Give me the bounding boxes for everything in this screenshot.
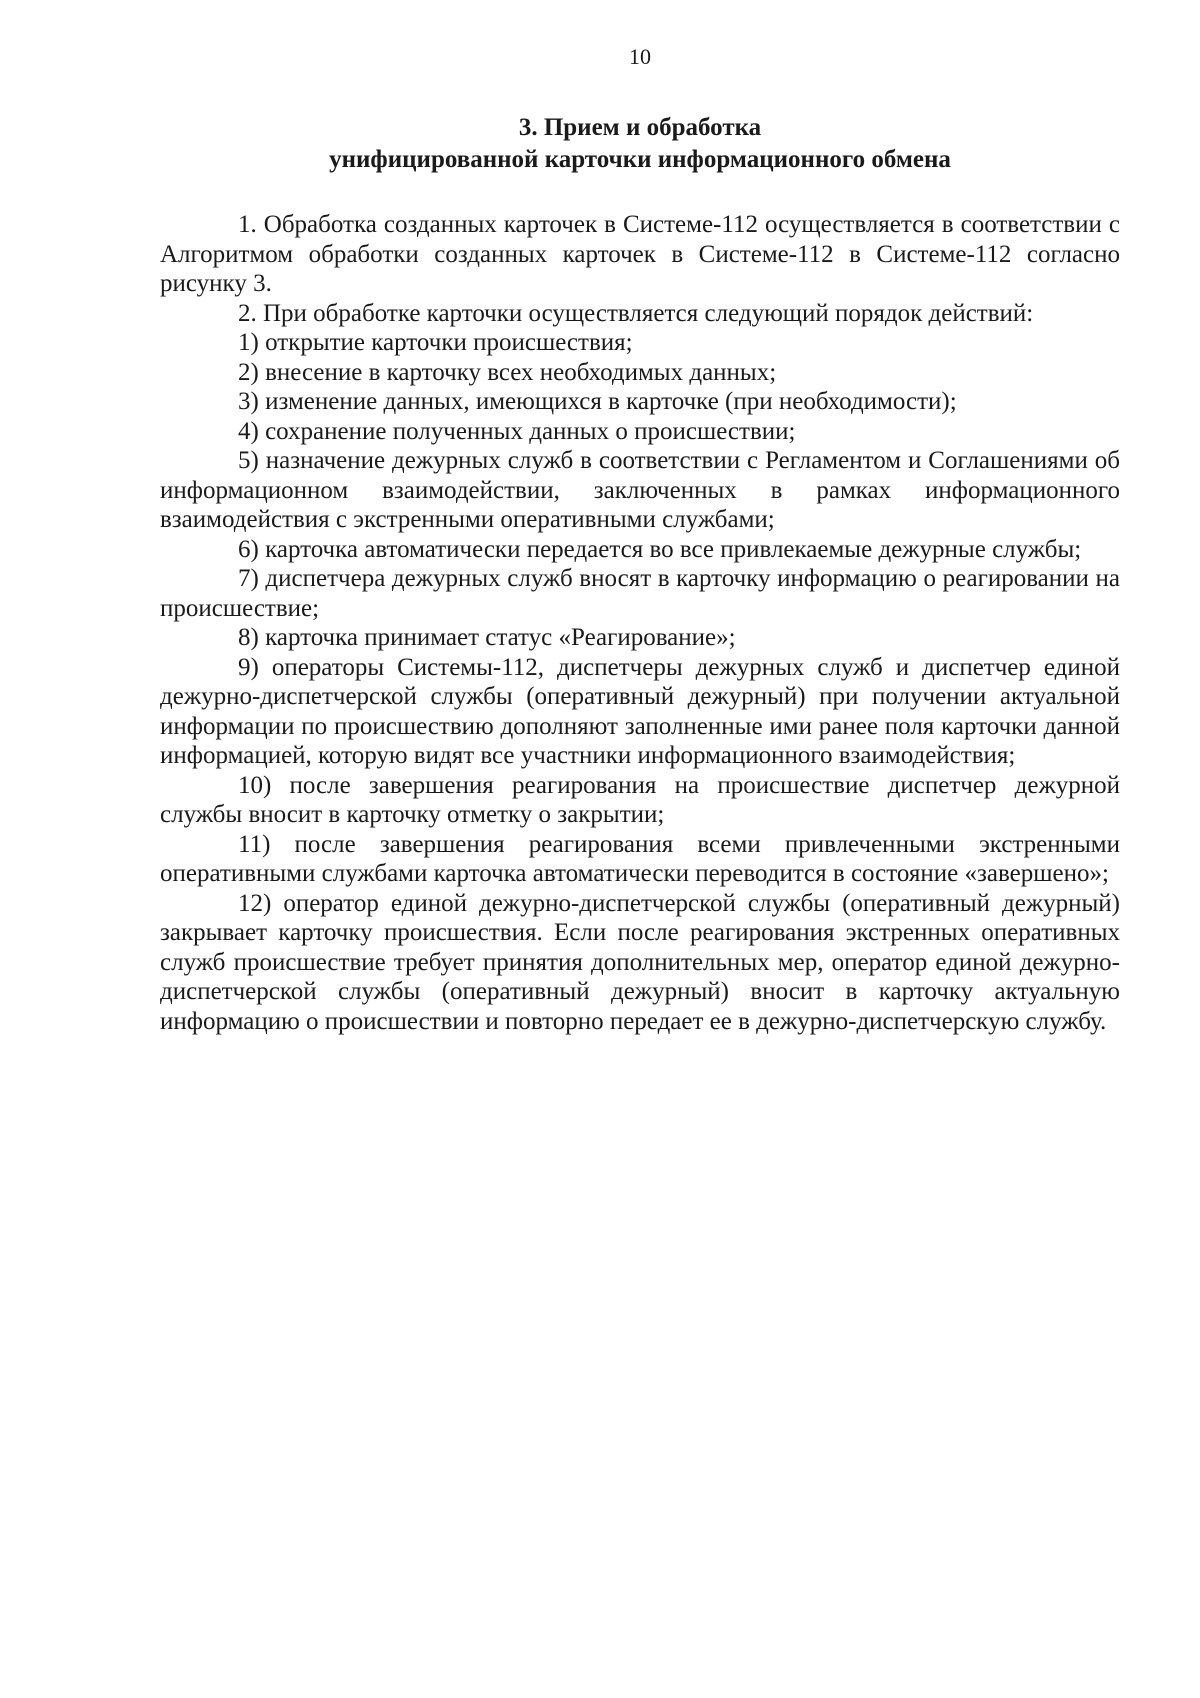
- section-heading-line-2: унифицированной карточки информационного обмена: [329, 146, 951, 173]
- list-item-3: 3) изменение данных, имеющихся в карточке (при необходимости);: [238, 388, 957, 415]
- document-body: [160, 210, 1120, 1036]
- list-item-6: 6) карточка автоматически передается во все привлекаемые дежурные службы;: [238, 535, 1082, 563]
- paragraph-2: 2. При обработке карточки осуществляется следующий порядок действий:: [238, 299, 1034, 327]
- section-heading: [160, 112, 1120, 176]
- list-item-10: 10) после завершения реагирования на происшествие диспетчер дежурной службы вносит в карточку отметку о закрытии;: [160, 771, 1120, 828]
- list-item-2: 2) внесение в карточку всех необходимых данных;: [238, 358, 777, 386]
- list-item-4: 4) сохранение полученных данных о происшествии;: [238, 417, 796, 445]
- section-heading-line-1: 3. Прием и обработка: [518, 114, 762, 141]
- list-item-8: 8) карточка принимает статус «Реагирование»;: [238, 624, 736, 651]
- list-item-5: 5) назначение дежурных служб в соответствии с Регламентом и Соглашениями об информационном взаимодействии, заключенных в рамках информационного взаимодействия с экстренными оперативными службами;: [160, 447, 1120, 533]
- list-item-12: 12) оператор единой дежурно-диспетчерской службы (оперативный дежурный) закрывает карточку происшествия. Если после реагирования экстренных оперативных служб происшествие требует принятия дополнительных мер, оператор единой дежурно-диспетчерской службы (оперативный дежурный) вносит в карточку актуальную информацию о происшествии и повторно передает ее в дежурно-диспетчерскую службу.: [160, 889, 1120, 1035]
- list-item-9: 9) операторы Системы-112, диспетчеры дежурных служб и диспетчер единой дежурно-диспетчерской службы (оперативный дежурный) при получении актуальной информации по происшествию дополняют заполненные ими ранее поля карточки данной информацией, которую видят все участники информационного взаимодействия;: [160, 653, 1120, 769]
- list-item-1: 1) открытие карточки происшествия;: [238, 329, 633, 356]
- paragraph-1: 1. Обработка созданных карточек в Системе-112 осуществляется в соответствии с Алгоритмом обработки созданных карточек в Системе-112 в Системе-112 согласно рисунку 3.: [160, 211, 1120, 297]
- list-item-11: 11) после завершения реагирования всеми привлеченными экстренными оперативными службами карточка автоматически переводится в состояние «завершено»;: [160, 830, 1120, 887]
- list-item-7: 7) диспетчера дежурных служб вносят в карточку информацию о реагировании на происшествие;: [160, 565, 1120, 622]
- page-number: 10: [629, 44, 651, 69]
